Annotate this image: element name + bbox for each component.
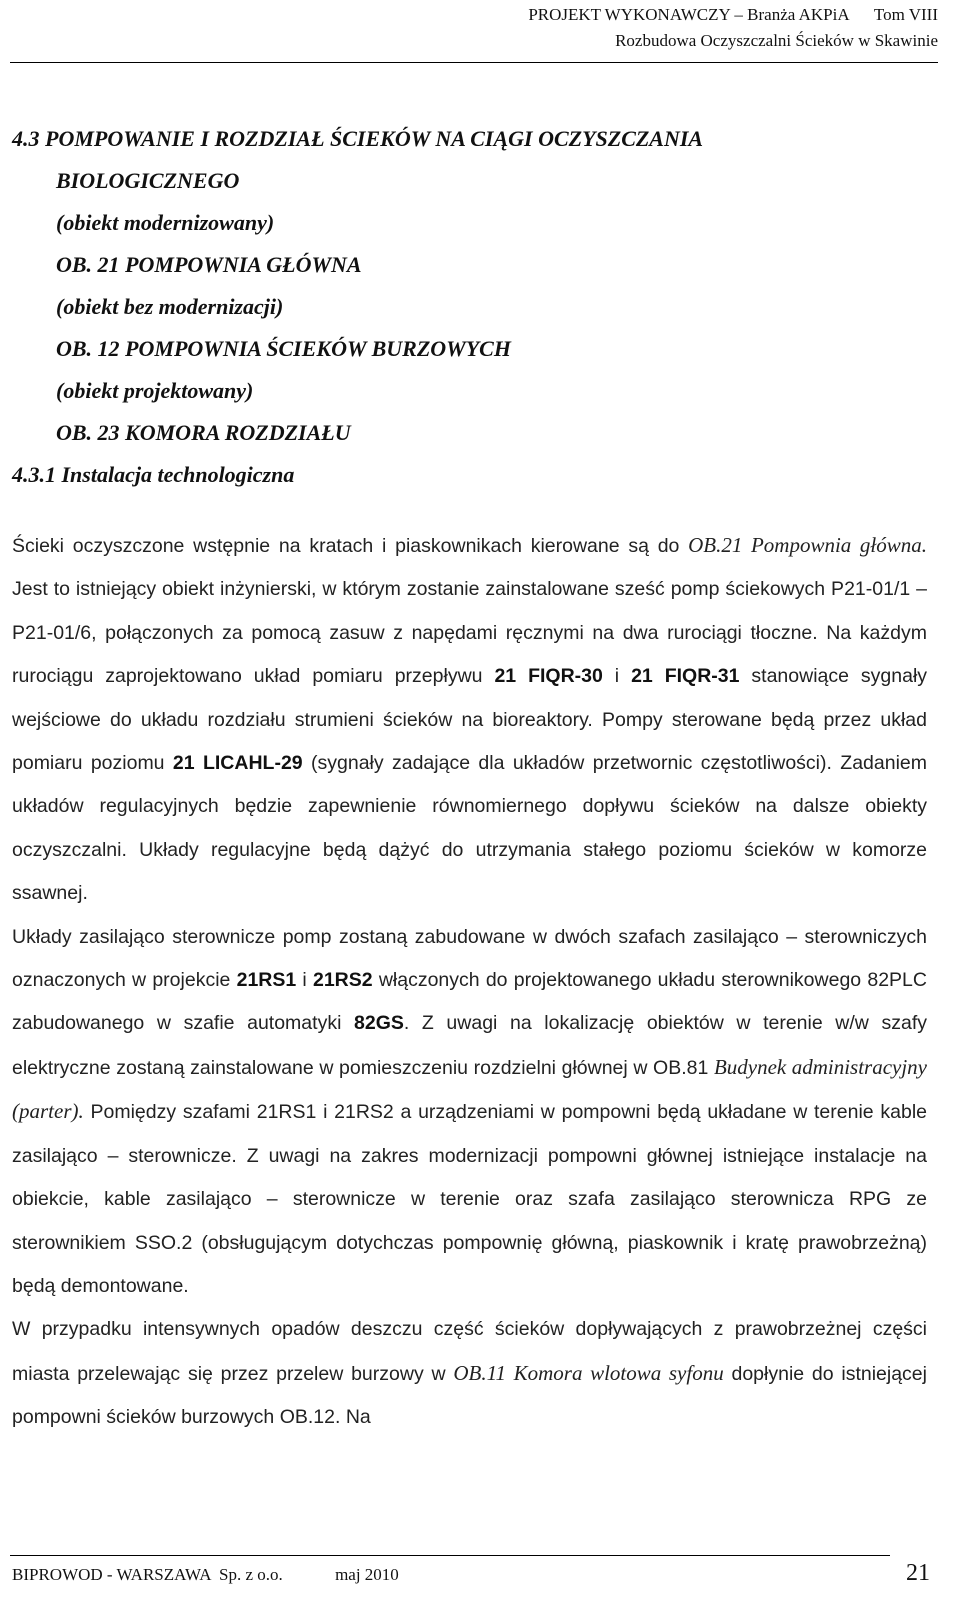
heading-line-main: 4.3 POMPOWANIE I ROZDZIAŁ ŚCIEKÓW NA CIĄGI OCZYSZCZANIA — [12, 126, 704, 151]
section-heading — [12, 118, 932, 496]
object-reference: OB.21 Pompownia główna. — [688, 533, 927, 557]
tag-21rs2: 21RS2 — [312, 969, 373, 992]
heading-line-bez-modernizacji: (obiekt bez modernizacji) — [56, 294, 284, 319]
text-run: (sygnały zadające dla układów przetwornic częstotliwości). Zadaniem układów regulacyjnych będzie zapewnienie równomiernego dopływu ścieków na dalsze obiekty oczyszczalni. Układy regulacyjne będą dążyć do utrzymania stałego poziomu ścieków w komorze ssawnej. — [12, 752, 927, 905]
paragraph-szafy — [12, 916, 927, 1309]
footer-divider — [10, 1555, 890, 1556]
paragraph-opady — [12, 1308, 927, 1439]
object-reference: Budynek administracyjny (parter). — [12, 1054, 927, 1124]
text-run: dopłynie do istniejącej pompowni ścieków burzowych OB.12. Na — [12, 1362, 927, 1429]
text-run: Pomiędzy szafami 21RS1 i 21RS2 a urządzeniami w pompowni będą układane w terenie kable zasilająco – sterownicze. Z uwagi na zakres modernizacji pompowni głównej istniejące instalacje na obiekcie, kable zasilająco – sterownicze w terenie oraz szafa zasilająco sterownicza RPG ze sterownikiem SSO.2 (obsługującym dotychczas pompownię główną, piaskownik i kratę prawobrzeżną) będą demontowane. — [12, 1101, 927, 1297]
text-run: . Z uwagi na lokalizację obiektów w terenie w/w szafy elektryczne zostaną zainstalowane w pomieszczeniu rozdzielni głównej w OB.81 — [12, 1012, 927, 1079]
text-run: Układy zasilająco sterownicze pomp zostaną zabudowane w dwóch szafach zasilająco – sterowniczych oznaczonych w projekcie — [12, 925, 927, 992]
paragraph-pompownia — [12, 524, 927, 916]
object-reference: OB.11 Komora wlotowa syfonu — [453, 1360, 724, 1385]
heading-line-modernizowany: (obiekt modernizowany) — [56, 210, 275, 235]
footer-date: maj 2010 — [335, 1565, 399, 1584]
heading-line-projektowany: (obiekt projektowany) — [56, 378, 254, 403]
tag-21-fiqr-31: 21 FIQR-31 — [631, 665, 740, 688]
heading-line-ob12: OB. 12 POMPOWNIA ŚCIEKÓW BURZOWYCH — [56, 336, 511, 361]
tag-21-fiqr-30: 21 FIQR-30 — [494, 665, 603, 688]
page-header — [528, 2, 938, 54]
text-run: i — [296, 969, 313, 992]
heading-line-biologicznego: BIOLOGICZNEGO — [56, 168, 240, 193]
text-run: i — [602, 665, 632, 688]
heading-line-ob23: OB. 23 KOMORA ROZDZIAŁU — [56, 420, 351, 445]
text-run: włączonych do projektowanego układu sterownikowego 82PLC zabudowanego w szafie automatyki — [12, 969, 927, 1035]
page-number: 21 — [906, 1560, 930, 1586]
header-subtitle-line: Rozbudowa Oczyszczalni Ścieków w Skawinie — [615, 31, 938, 50]
tag-21rs1: 21RS1 — [236, 969, 297, 992]
tag-21-licahl-29: 21 LICAHL-29 — [172, 752, 303, 775]
text-run: Jest to istniejący obiekt inżynierski, w którym zostanie zainstalowane sześć pomp ściekowych P21-01/1 – P21-01/6, połączonych za pomocą zasuw z napędami ręcznymi na dwa rurociągi tłoczne. Na każdym rurociągu zaprojektowano układ pomiaru przepływu — [12, 578, 927, 688]
text-run: W przypadku intensywnych opadów deszczu część ścieków dopływających z prawobrzeżnej części miasta przelewając się przez przelew burzowy w — [12, 1318, 927, 1385]
text-run: stanowiące sygnały wejściowe do układu rozdziału strumieni ścieków na bioreaktory. Pompy sterowane będą przez układ pomiaru poziomu — [12, 665, 928, 775]
page-footer — [12, 1560, 930, 1590]
footer-company: BIPROWOD - WARSZAWA Sp. z o.o. — [12, 1565, 283, 1584]
document-body — [12, 524, 927, 1440]
text-run: Ścieki oczyszczone wstępnie na kratach i piaskownikach kierowane są do — [12, 535, 689, 557]
subsection-heading: 4.3.1 Instalacja technologiczna — [12, 462, 295, 487]
heading-line-ob21: OB. 21 POMPOWNIA GŁÓWNA — [56, 252, 362, 277]
tag-82gs: 82GS — [354, 1012, 404, 1035]
header-project-line: PROJEKT WYKONAWCZY – Branża AKPiA Tom VIII — [528, 5, 938, 24]
header-divider — [10, 62, 938, 63]
